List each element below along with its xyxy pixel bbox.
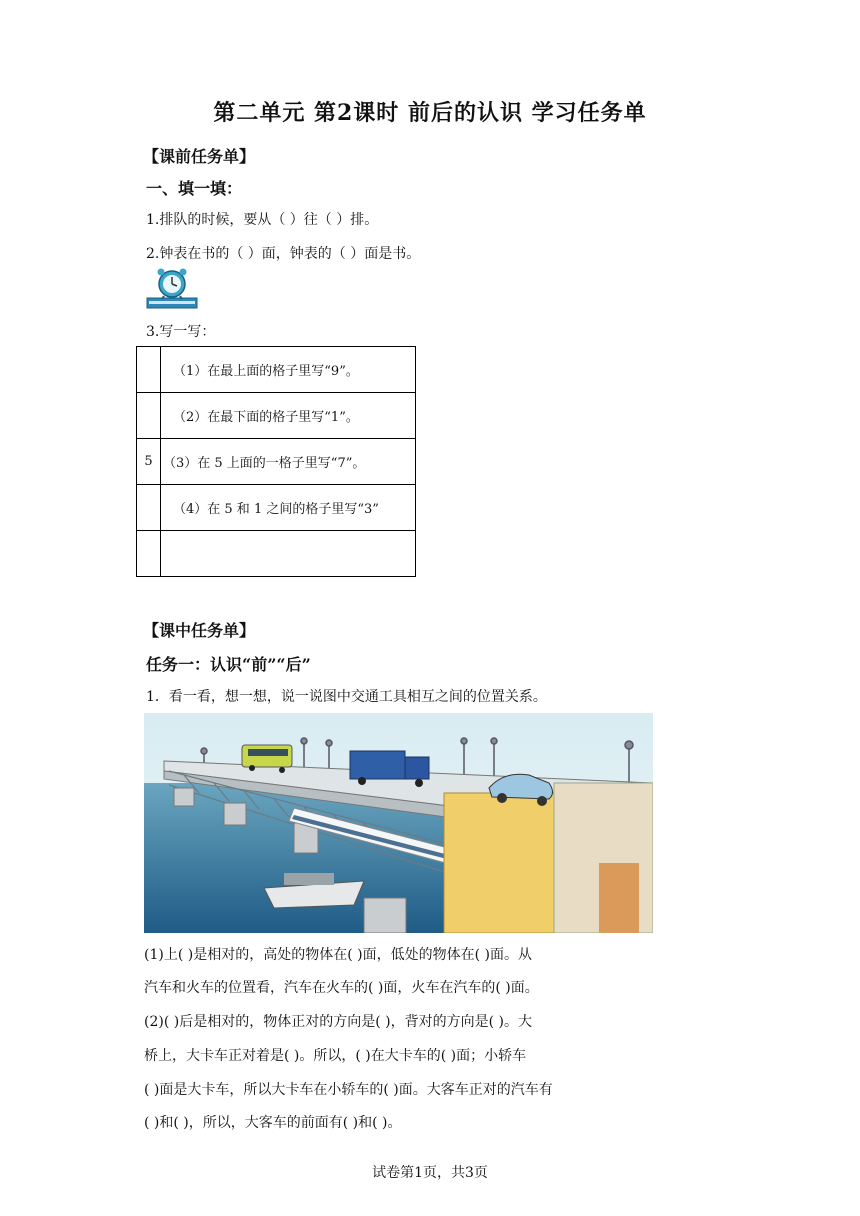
paragraph-2-line-4: ( )和( )，所以，大客车的前面有( )和( )。	[144, 1115, 402, 1131]
grid-cell[interactable]	[137, 485, 161, 531]
grid-cell[interactable]: 5	[137, 439, 161, 485]
write-table	[136, 346, 416, 577]
instruction-cell: （1）在最上面的格子里写“9”。	[161, 347, 416, 393]
instruction-cell: （2）在最下面的格子里写“1”。	[161, 393, 416, 439]
page-footer: 试卷第1页，共3页	[372, 1165, 488, 1181]
question-1: 1.排队的时候，要从（ ）往（ ）排。	[146, 212, 379, 228]
table-row	[137, 347, 416, 393]
paragraph-1-line-1: (1)上( )是相对的，高处的物体在( )面，低处的物体在( )面。从	[144, 947, 532, 963]
instruction-cell	[161, 531, 416, 577]
table-row	[137, 531, 416, 577]
pre-class-heading: 【课前任务单】	[143, 147, 256, 166]
task-1-heading: 任务一：认识“前”“后”	[146, 655, 311, 674]
task-1-question: 1．看一看，想一想，说一说图中交通工具相互之间的位置关系。	[146, 689, 547, 705]
paragraph-2-line-1: (2)( )后是相对的，物体正对的方向是( )，背对的方向是( )。大	[144, 1014, 532, 1030]
page-title: 第二单元 第2课时 前后的认识 学习任务单	[213, 100, 647, 126]
question-3: 3.写一写：	[146, 324, 216, 340]
instruction-cell: （3）在 5 上面的一格子里写“7”。	[161, 439, 416, 485]
bridge-traffic-image	[144, 713, 653, 933]
grid-cell[interactable]	[137, 531, 161, 577]
clock-on-book-image	[145, 268, 200, 312]
instruction-cell: （4）在 5 和 1 之间的格子里写“3”	[161, 485, 416, 531]
grid-cell[interactable]	[137, 347, 161, 393]
grid-cell[interactable]	[137, 393, 161, 439]
table-row	[137, 439, 416, 485]
paragraph-2-line-3: ( )面是大卡车，所以大卡车在小轿车的( )面。大客车正对的汽车有	[144, 1082, 553, 1098]
table-row	[137, 485, 416, 531]
question-2: 2.钟表在书的（ ）面，钟表的（ ）面是书。	[146, 246, 421, 262]
paragraph-1-line-2: 汽车和火车的位置看，汽车在火车的( )面，火车在汽车的( )面。	[144, 980, 539, 996]
section-fill-blanks: 一、填一填：	[146, 179, 243, 198]
paragraph-2-line-2: 桥上，大卡车正对着是( )。所以，( )在大卡车的( )面；小轿车	[144, 1048, 527, 1064]
in-class-heading: 【课中任务单】	[143, 621, 256, 640]
table-row	[137, 393, 416, 439]
